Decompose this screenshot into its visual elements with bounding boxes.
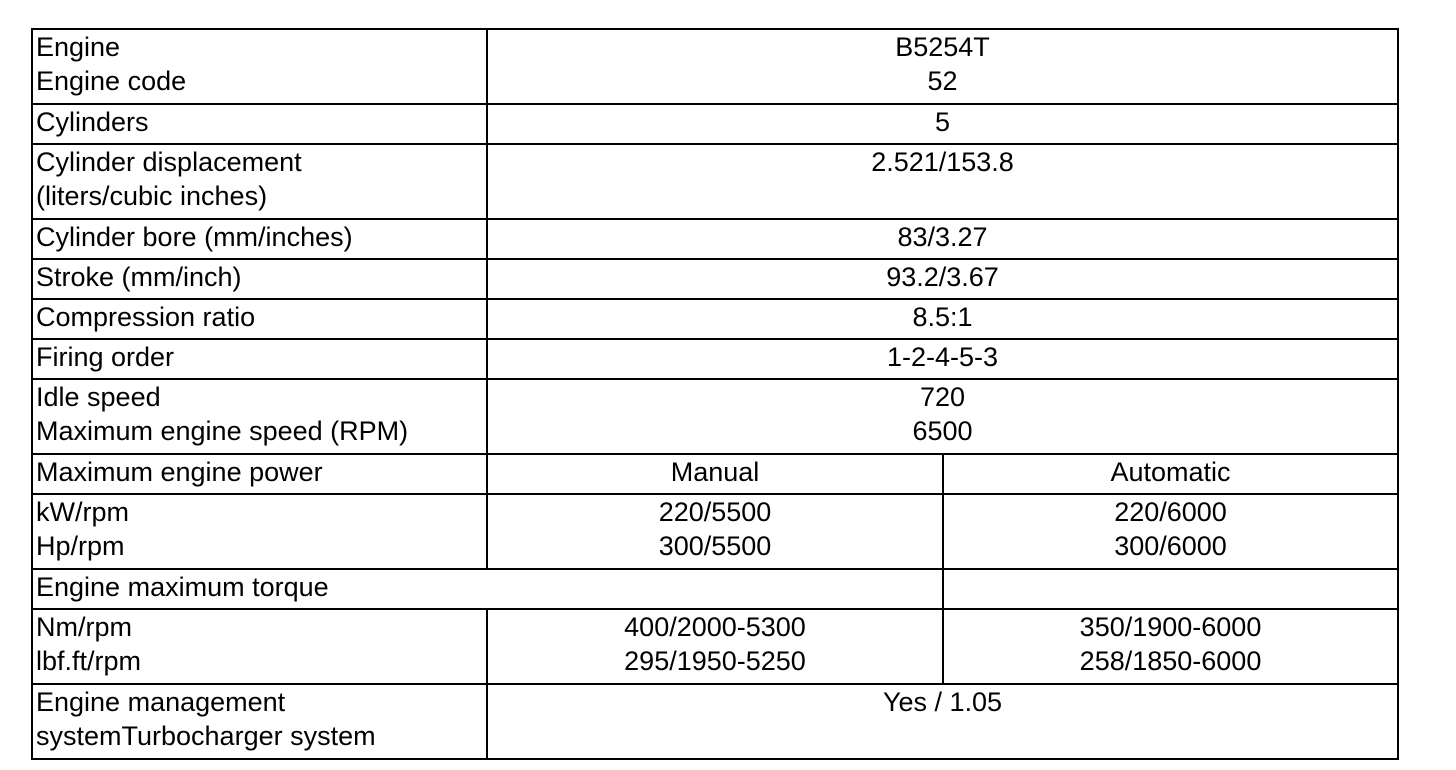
idle-speed-label: Idle speed: [36, 382, 161, 412]
power-manual-kw: 220/5500: [658, 497, 772, 527]
idle-speed-value: 720: [919, 382, 966, 412]
power-automatic-kw: 220/6000: [1114, 497, 1227, 527]
table-row-compression: [32, 299, 1398, 339]
engine-value: B5254T: [895, 32, 990, 62]
bore-value: 83/3.27: [487, 219, 1398, 259]
power-label-cell: [32, 494, 487, 569]
table-row-cylinders: [32, 104, 1398, 144]
manual-column-header: Manual: [487, 454, 943, 494]
firing-order-value: 1-2-4-5-3: [487, 339, 1398, 379]
torque-manual-lbf: 295/1950-5250: [624, 646, 806, 676]
displacement-unit-label: (liters/cubic inches): [36, 181, 268, 211]
compression-label: Compression ratio: [32, 299, 487, 339]
turbocharger-label: systemTurbocharger system: [36, 721, 376, 751]
table-row-power: [32, 494, 1398, 569]
table-row-firing-order: [32, 339, 1398, 379]
automatic-column-header: Automatic: [943, 454, 1398, 494]
compression-value: 8.5:1: [487, 299, 1398, 339]
table-row-torque: [32, 609, 1398, 684]
torque-lbf-label: lbf.ft/rpm: [36, 646, 142, 676]
stroke-label: Stroke (mm/inch): [32, 259, 487, 299]
torque-manual-cell: [487, 609, 943, 684]
power-header-label: Maximum engine power: [32, 454, 487, 494]
cylinders-label: Cylinders: [32, 104, 487, 144]
max-speed-label: Maximum engine speed (RPM): [36, 416, 409, 446]
power-manual-hp: 300/5500: [658, 531, 772, 561]
engine-management-label: Engine management: [36, 687, 286, 717]
management-value: Yes / 1.05: [487, 684, 1398, 759]
stroke-value: 93.2/3.67: [487, 259, 1398, 299]
power-kw-label: kW/rpm: [36, 497, 129, 527]
max-speed-value: 6500: [912, 416, 973, 446]
cylinders-value: 5: [487, 104, 1398, 144]
management-label-cell: [32, 684, 487, 759]
table-row-stroke: [32, 259, 1398, 299]
torque-automatic-cell: [943, 609, 1398, 684]
engine-code-label: Engine code: [36, 66, 187, 96]
displacement-value: 2.521/153.8: [487, 144, 1398, 219]
torque-label-cell: [32, 609, 487, 684]
engine-label-cell: [32, 29, 487, 104]
table-row-speed: [32, 379, 1398, 454]
engine-label: Engine: [36, 32, 121, 62]
table-row-bore: [32, 219, 1398, 259]
speed-value-cell: [487, 379, 1398, 454]
table-row-management: [32, 684, 1398, 759]
power-hp-label: Hp/rpm: [36, 531, 125, 561]
bore-label: Cylinder bore (mm/inches): [32, 219, 487, 259]
firing-order-label: Firing order: [32, 339, 487, 379]
table-row-power-header: [32, 454, 1398, 494]
engine-code-value: 52: [927, 66, 958, 96]
torque-manual-nm: 400/2000-5300: [624, 612, 806, 642]
torque-header-empty: [943, 569, 1398, 609]
engine-value-cell: [487, 29, 1398, 104]
table-row-displacement: [32, 144, 1398, 219]
power-automatic-cell: [943, 494, 1398, 569]
engine-spec-table: [31, 28, 1399, 760]
torque-header-label: Engine maximum torque: [32, 569, 943, 609]
power-manual-cell: [487, 494, 943, 569]
torque-automatic-nm: 350/1900-6000: [1079, 612, 1262, 642]
speed-label-cell: [32, 379, 487, 454]
table-row-engine: [32, 29, 1398, 104]
torque-automatic-lbf: 258/1850-6000: [1079, 646, 1262, 676]
displacement-label-cell: [32, 144, 487, 219]
power-automatic-hp: 300/6000: [1114, 531, 1227, 561]
displacement-label: Cylinder displacement: [36, 147, 302, 177]
table-row-torque-header: [32, 569, 1398, 609]
torque-nm-label: Nm/rpm: [36, 612, 132, 642]
